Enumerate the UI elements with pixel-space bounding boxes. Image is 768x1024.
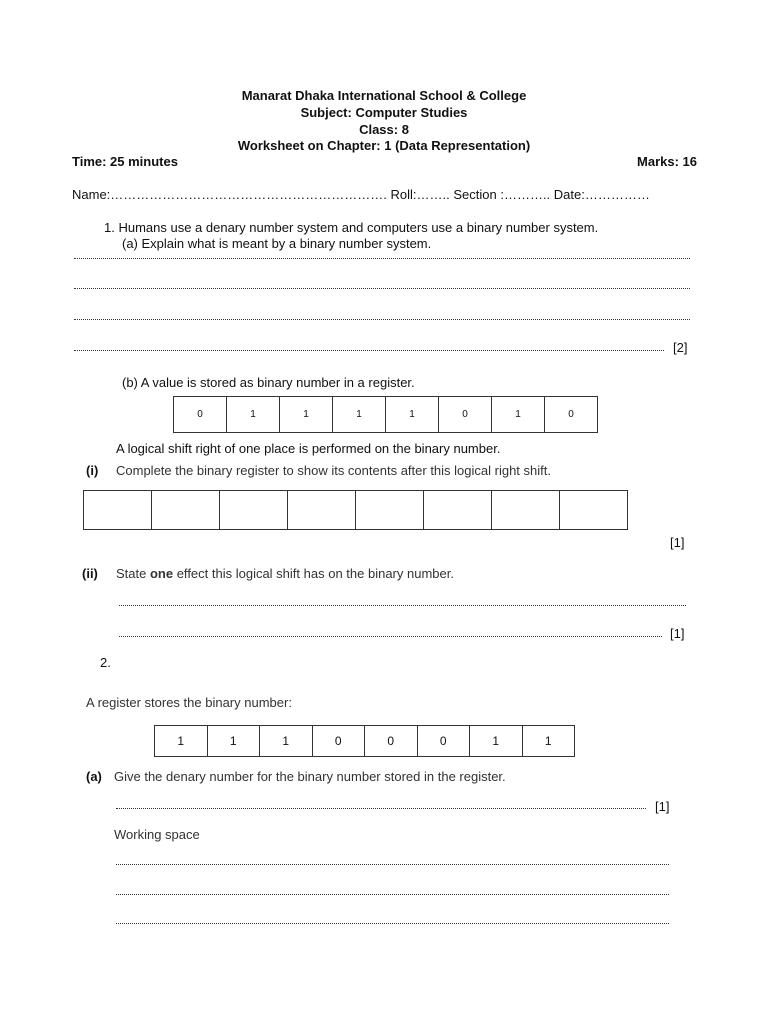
q2-number: 2. xyxy=(100,655,111,670)
register-bit: 0 xyxy=(418,726,471,756)
answer-line xyxy=(74,350,664,351)
working-space-label: Working space xyxy=(114,827,200,842)
register-bit: 1 xyxy=(386,397,439,432)
register-bit: 1 xyxy=(280,397,333,432)
q1ii-label: (ii) xyxy=(82,566,98,581)
register-q1 xyxy=(173,396,598,433)
working-line xyxy=(116,894,669,895)
school-name: Manarat Dhaka International School & College xyxy=(241,88,527,103)
marks-label: Marks: 16 xyxy=(637,154,697,169)
register-bit: 1 xyxy=(208,726,261,756)
answer-register-cell[interactable] xyxy=(152,491,220,529)
answer-line xyxy=(74,319,690,320)
worksheet-title: Worksheet on Chapter: 1 (Data Representation) xyxy=(237,138,531,153)
answer-line xyxy=(119,605,686,606)
q2a-mark: [1] xyxy=(655,799,670,814)
q2a-text: Give the denary number for the binary number stored in the register. xyxy=(114,769,506,784)
answer-register-cell[interactable] xyxy=(356,491,424,529)
q1i-text: Complete the binary register to show its contents after this logical right shift. xyxy=(116,463,551,478)
working-line xyxy=(116,923,669,924)
student-info-line: Name:………………………………………………………. Roll:…….. Section :……….. Date:…………… xyxy=(72,187,650,202)
working-line xyxy=(116,864,669,865)
q1-intro: 1. Humans use a denary number system and computers use a binary number system. xyxy=(104,220,599,235)
shift-description: A logical shift right of one place is performed on the binary number. xyxy=(116,441,501,456)
register-bit: 0 xyxy=(174,397,227,432)
register-bit: 1 xyxy=(470,726,523,756)
q1a-text: (a) Explain what is meant by a binary number system. xyxy=(122,236,432,251)
register-q2 xyxy=(154,725,575,757)
q1a-mark: [2] xyxy=(673,340,688,355)
answer-register-cell[interactable] xyxy=(424,491,492,529)
answer-register-cell[interactable] xyxy=(288,491,356,529)
time-label: Time: 25 minutes xyxy=(72,154,178,169)
answer-line xyxy=(119,636,662,637)
answer-register-cell[interactable] xyxy=(84,491,152,529)
register-bit: 0 xyxy=(439,397,492,432)
register-bit: 1 xyxy=(544,734,552,748)
q2-intro: A register stores the binary number: xyxy=(86,695,292,710)
q1i-mark: [1] xyxy=(670,535,685,550)
register-bit: 0 xyxy=(365,726,418,756)
q1ii-mark: [1] xyxy=(670,626,685,641)
answer-register-cell[interactable] xyxy=(492,491,560,529)
register-bit: 1 xyxy=(260,726,313,756)
answer-line xyxy=(74,258,690,259)
register-bit: 1 xyxy=(227,397,280,432)
register-bit: 0 xyxy=(313,726,366,756)
q1b-text: (b) A value is stored as binary number in a register. xyxy=(122,375,415,390)
answer-line xyxy=(116,808,646,809)
answer-register-cell[interactable] xyxy=(220,491,288,529)
emphasis-one: one xyxy=(149,566,174,581)
answer-register[interactable] xyxy=(83,490,628,530)
q1ii-text: State one effect this logical shift has on the binary number. xyxy=(116,566,454,581)
q2a-label: (a) xyxy=(86,769,102,784)
class-title: Class: 8 xyxy=(359,122,409,137)
register-bit: 0 xyxy=(568,409,574,420)
subject-title: Subject: Computer Studies xyxy=(300,105,468,120)
answer-register-cell[interactable] xyxy=(560,491,627,529)
register-bit: 1 xyxy=(155,726,208,756)
answer-line xyxy=(74,288,690,289)
register-bit: 1 xyxy=(492,397,545,432)
q1i-label: (i) xyxy=(86,463,99,478)
register-bit: 1 xyxy=(333,397,386,432)
